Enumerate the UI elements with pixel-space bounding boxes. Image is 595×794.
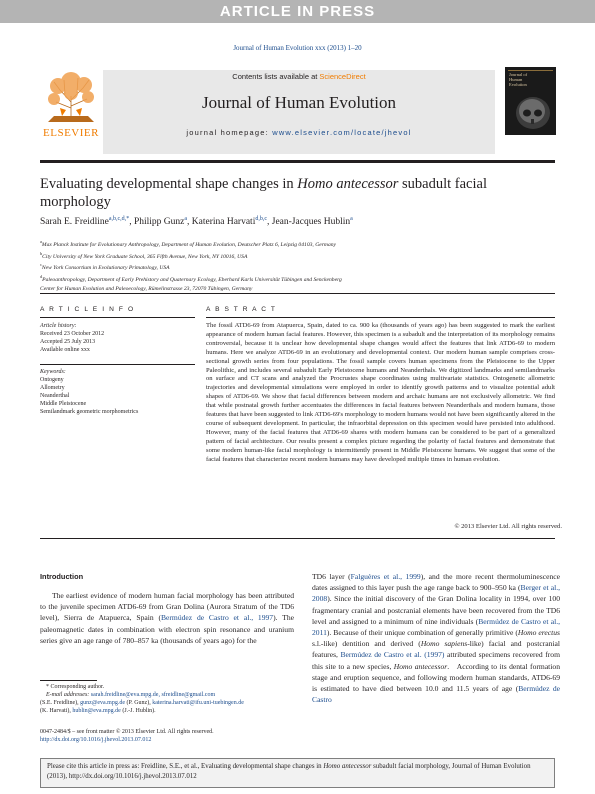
citation-link[interactable]: Falguères et al., 1999 [350,572,421,581]
affiliation [40,261,555,273]
abstract-bottom-rule [40,538,555,539]
email-link[interactable]: hublin@eva.mpg.de [72,707,121,714]
citation-text: Please cite this article in press as: Freidline, S.E., et al., Evaluating developmental shape changes in [47,763,324,770]
cover-title-line: Human [509,77,523,82]
body-text: s.l.-like) dentition and derived ( [312,639,421,649]
keyword: Ontogeny [40,377,64,383]
body-text: -like) facial and postcranial features, [312,639,560,660]
footnote-rule [40,680,97,681]
author-affiliation-marks[interactable]: a,b,c,d, [108,216,127,222]
corresponding-author-note: * Corresponding author. [46,684,105,690]
citation-text: subadult facial morphology, Journal of Human Evolution (2013), http://dx.doi.org/10.1016/j.jhevol.2013.07.012 [47,763,531,780]
affiliation-mark: d [40,273,43,279]
citation-link[interactable]: Bermúdez de Castro et al., 2011 [312,616,560,638]
keywords [40,368,195,416]
body-text: ). Because of their unique combination of generally primitive ( [326,628,518,638]
issn-block [40,728,340,744]
cover-title-line: Journal of [509,72,528,77]
author-affiliation-marks[interactable]: a [184,216,188,222]
article-title [40,175,555,211]
citation-link[interactable]: Bermúdez de Castro et al., 1997 [160,613,274,623]
title-part: Evaluating developmental shape changes in [40,176,298,192]
abstract-rule [206,317,555,318]
contents-prefix: Contents lists available at [232,72,320,81]
keywords-label: Keywords: [40,369,66,375]
keyword: Semilandmark geometric morphometrics [40,409,139,415]
homepage-link[interactable]: www.elsevier.com/locate/jhevol [272,128,412,137]
author-separator: , [129,217,134,228]
email-link[interactable]: gunz@eva.mpg.de [80,699,126,706]
citation-box [40,758,555,788]
affiliation-mark: c [40,262,42,268]
affiliation-mark: b [40,250,43,256]
affiliation [40,250,555,262]
author-name[interactable]: Katerina Harvati [191,217,256,228]
footnote-text: (S.E. Freidline), [40,699,81,706]
body-text: attributed specimens recovered from this site to a new species, [312,650,560,671]
affiliation [40,238,555,250]
article-info-rule [40,317,195,318]
body-column-right [312,571,560,705]
citation-link[interactable]: Bermúdez de Castro et al. (1997) [340,650,445,660]
author-name[interactable]: Jean-Jacques Hublin [271,217,351,228]
affiliation-text: Center for Human Evolution and Paleoecology, Rümelinstrasse 23, 72070 Tübingen, Germany [40,285,253,292]
author-name[interactable]: Sarah E. Freidline [40,217,109,228]
title-species: Homo antecessor [297,176,399,192]
author-separator: , [267,217,272,228]
species-name: Homo antecessor [393,661,448,671]
body-text: The earliest evidence of modern human facial morphology has been attributed to the juvenile specimen ATD6-69 from Gran Dolina (Aurora Stratum of the TD6 level), Sierra de Atapuerca, Spain ( [40,591,294,623]
history-item: Available online xxx [40,347,90,353]
history-label: Article history: [40,323,77,329]
title-part: subadult facial morphology [40,176,487,210]
article-in-press-banner: ARTICLE IN PRESS [0,0,595,23]
author-name[interactable]: Philipp Gunz [133,217,185,228]
doi-link[interactable]: http://dx.doi.org/10.1016/j.jhevol.2013.07.012 [40,737,152,743]
publisher-logo-text: ELSEVIER [43,127,99,139]
affiliation-list [40,238,555,293]
author-affiliation-marks[interactable]: d,b,c [255,216,268,222]
section-rule [40,293,555,294]
email-links[interactable]: sarah.freidline@eva.mpg.de, sfreidline@gmail.com [90,691,216,698]
contents-line [103,72,495,81]
history-item: Received 23 October 2012 [40,331,105,337]
journal-title: Journal of Human Evolution [201,93,397,112]
journal-reference-link[interactable]: Journal of Human Evolution xxx (2013) 1–20 [233,44,362,52]
author-separator: , [187,217,192,228]
history-item: Accepted 25 July 2013 [40,339,96,345]
article-history [40,322,195,354]
affiliation [40,273,555,285]
affiliation-text: Paleoanthropology, Department of Early Prehistory and Quaternary Ecology, Eberhard Karls Universität Tübingen and Senckenberg [42,276,342,283]
citation-link[interactable]: Bermúdez de Castro [312,684,561,705]
masthead-rule [40,160,555,163]
footnote [40,684,294,716]
footnote-text: (P. Gunz), [125,699,153,706]
body-text: . According to its dental formation stage and eruption sequence, and following modern human standards, ATD6-69 is estimated to have died between 10.0 and 11.5 years of age ( [312,661,560,694]
abstract-copyright: © 2013 Elsevier Ltd. All rights reserved. [454,523,562,530]
keyword: Neanderthal [40,393,70,399]
footnote-text: (K. Harvati), [40,707,73,714]
body-text: TD6 layer ( [312,572,351,581]
email-label: E-mail addresses: [46,691,91,698]
affiliation-text: New York Consortium in Evolutionary Primatology, USA [41,265,170,272]
affiliation-mark: a [40,239,42,244]
keyword: Allometry [40,385,65,391]
keyword: Middle Pleistocene [40,401,87,407]
abstract-heading: A B S T R A C T [206,306,277,313]
corresponding-author-mark[interactable]: * [126,216,130,222]
affiliation-text: City University of New York Graduate School, 365 Fifth Avenue, New York, NY 10016, USA [42,253,248,260]
species-name: Homo sapiens [420,639,468,649]
body-column-left [40,590,294,646]
citation-species: Homo antecessor [323,763,372,770]
journal-homepage [103,128,495,137]
homepage-prefix: journal homepage: [186,128,273,137]
email-link[interactable]: katerina.harvati@ifu.uni-tuebingen.de [152,699,244,706]
citation-link[interactable]: Berger et al., 2008 [312,583,561,604]
body-text: ). The paleomagnetic dates in combination with electron spin resonance and uranium series give an age range of 780–857 ka (thousands of years ago) for the [40,613,294,645]
abstract-text: The fossil ATD6-69 from Atapuerca, Spain, dated to ca. 900 ka (thousands of years ago) has been suggested to mark the earliest appearance of modern human facial features. However, this specimen is a subadult and the interpretation of its morphology remains controversial, because it is unclear how developmental shape changes would affect the features that link ATD6-69 to modern humans. Here we analyze ATD6-69 in an evolutionary and developmental context. Our modern human sample comprises cross-sectional growth series from four populations. The fossil sample covers human specimens from the Pleistocene to the Upper Paleolithic, and includes several subadult Early Pleistocene humans and Neanderthals. We digitized landmarks and semilandmarks on surface and CT scans and analyzed the Procrustes shape coordinates using multivariate statistics. Ontogenetic allometric trajectories and developmental simulations were employed in order to identify growth patterns and to visualize potential adult shapes of ATD6-69. We show that facial differences between modern and archaic humans are not exclusively allometric. We find that while postnatal growth further accentuates the differences in facial features between Neanderthals and modern humans, those features that have been suggested to link ATD6-69's morphology to modern humans would not have been significantly altered in the course of subsequent development. In particular, the infraorbital depression on this specimen would have persisted into adulthood. However, many of the facial features that ATD6-69 shares with modern humans can be considered to be part of a generalized pattern of facial architecture. Our results present a complex picture regarding the polarity of facial features and demonstrate that some modern human-like facial morphology is intermittently present in Middle Pleistocene humans. We suggest that some of the facial features that characterize recent modern humans may have developed multiple times in human evolution. [206,322,555,463]
author-list [40,216,555,227]
cover-title-line: Evolution [509,82,527,87]
sciencedirect-link[interactable]: ScienceDirect [319,72,366,81]
species-name: Homo erectus [517,628,560,638]
footnote-text: (J.-J. Hublin). [120,707,156,714]
issn-line: 0047-2484/$ – see front matter © 2013 Elsevier Ltd. All rights reserved. [40,729,214,735]
article-info-divider [40,364,195,365]
author-affiliation-marks[interactable]: a [350,216,353,222]
body-text: ). Since the initial discovery of the Gran Dolina locality in 1994, over 100 fragmentary cranial and postcranial elements have been recovered from the TD6 level and assigned to a minimum of nine individuals ( [312,594,560,626]
body-text: ), and the more recent thermoluminescence dates assigned to this layer push the age range back to 900–950 ka ( [312,572,560,593]
affiliation-text: Max Planck Institute for Evolutionary Anthropology, Department of Human Evolution, Deutscher Platz 6, Leipzig 04103, Germany [41,241,337,248]
introduction-heading: Introduction [40,572,84,581]
article-info-heading: A R T I C L E I N F O [40,306,135,313]
cover-title [509,72,553,87]
